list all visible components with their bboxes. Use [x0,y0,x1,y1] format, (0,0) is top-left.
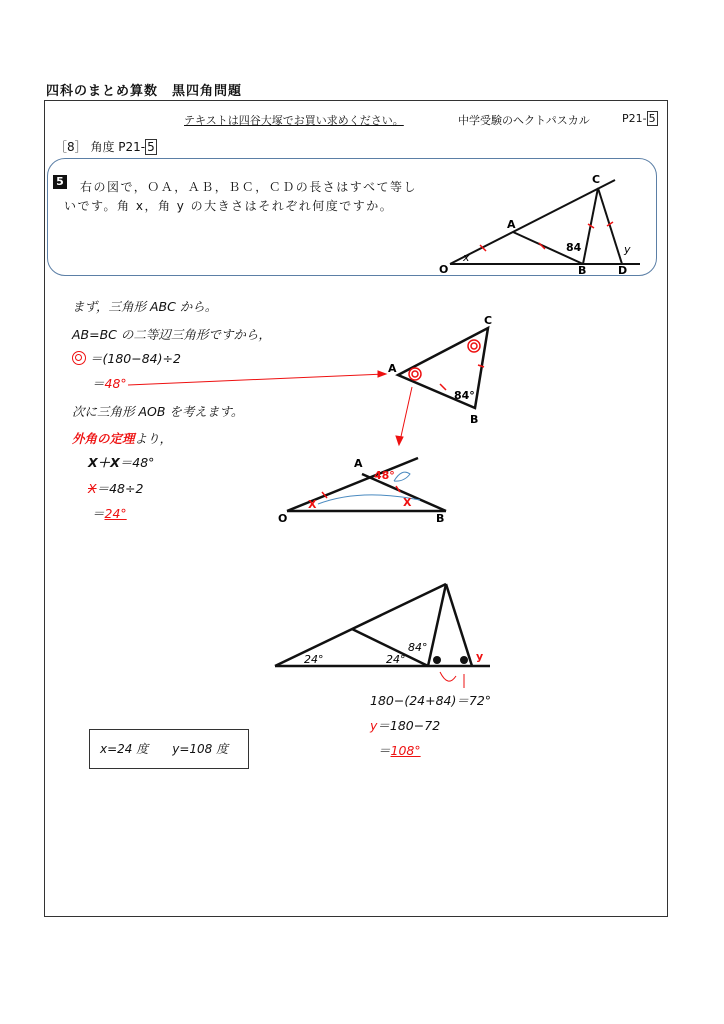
problem-text-line2: いです。角 x，角 y の大きさはそれぞれ何度ですか。 [64,199,394,213]
figure1 [450,180,640,264]
arrow-head [378,371,386,377]
answer-box: x=24 度 y=108 度 [89,729,249,769]
problem-text-line1: 右の図で，ＯＡ，ＡＢ，ＢＣ，ＣＤの長さはすべて等し [80,180,418,194]
fig2-double-circle-a [409,368,421,380]
fig4-dot [433,656,441,664]
fig3-label-a: A [354,457,363,470]
solution-step9: ＝24° [92,506,127,521]
fig4-red-arc [440,672,456,681]
fig1-label-c: C [592,173,601,186]
arrow-fig2-to-fig3 [400,387,412,441]
fig1-label-d: D [618,264,628,277]
fig1-label-o: O [439,263,449,276]
solution-step1: まず，三角形 ABC から。 [72,299,218,314]
fig1-ray-oc [450,180,615,264]
fig2-label-a: A [388,362,397,375]
header-note: テキストは四谷大塚でお買い求めください。 [184,114,404,127]
fig2-label-c: C [484,314,493,327]
solution-step7: X＋X＝48° [88,455,155,470]
fig1-segment-cd [598,188,622,264]
fig4-angle-24a: 24° [304,653,324,666]
solution-step3: ＝(180−84)÷2 [72,349,181,367]
fig1-angle-84: 84 [566,241,582,254]
calc-line1: 180−(24+84)＝72° [370,693,492,708]
fig1-label-b: B [578,264,587,277]
header-brand: 中学受験のヘクトパスカル [458,114,590,127]
fig3-ray-oa [287,458,418,511]
fig4-segment-bc [428,584,446,666]
fig2-tick [440,384,446,390]
fig3-angle-48: 48° [374,469,395,482]
fig2-double-circle-c [468,340,480,352]
fig2-label-b: B [470,413,479,426]
header-page: P21- 5 [622,112,656,125]
calc-line2: y＝180−72 [370,718,441,733]
fig3-label-o: O [278,512,288,525]
figure4 [275,584,490,688]
calc-line3: ＝108° [378,743,421,758]
section-label: ［8］ 角度 P21- 5 [55,140,155,154]
fig4-segment-cd [446,584,472,666]
fig2-double-circle-c-inner [471,343,477,349]
fig1-angle-y: y [624,243,631,256]
arrow-head [396,436,403,445]
solution-step6: 外角の定理より， [72,431,173,446]
problem-number: 5 [53,175,67,189]
fig3-angle-x2: X [403,496,412,509]
fig4-dot [460,656,468,664]
fig3-angle-x1: X [308,498,317,511]
fig2-angle-84: 84° [454,389,475,402]
fig4-angle-24b: 24° [386,653,406,666]
fig3-blue-loop [394,472,410,481]
solution-step5: 次に三角形 AOB を考えます。 [72,404,244,419]
solution-step4: ＝48° [92,376,127,391]
document-title: 四科のまとめ算数 黒四角問題 [46,84,243,99]
arrow-48-to-fig2 [128,374,384,385]
solution-step2: AB=BC の二等辺三角形ですから， [72,327,271,342]
fig1-label-a: A [507,218,516,231]
fig4-angle-y: y [476,650,484,663]
fig1-angle-x: x [463,251,470,264]
red-arrows [128,371,412,445]
fig3-label-b: B [436,512,445,525]
solution-step8: X＝48÷2 [88,481,144,496]
fig2-double-circle-a-inner [412,371,418,377]
fig4-angle-84: 84° [408,641,428,654]
